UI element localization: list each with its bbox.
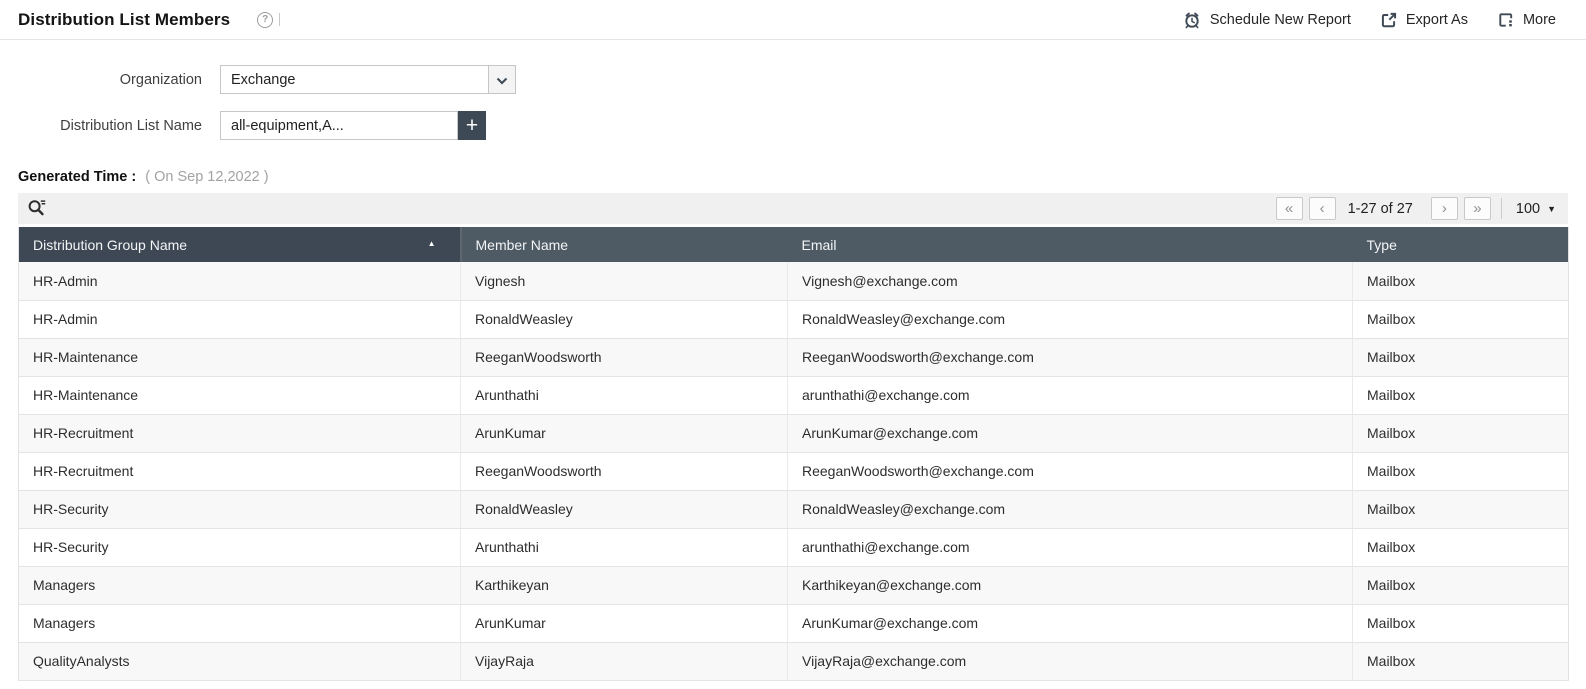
table-row (19, 376, 1569, 414)
more-label: More (1522, 11, 1556, 28)
help-icon[interactable]: ? (257, 12, 273, 28)
table-cell-type: Mailbox (1353, 262, 1569, 300)
export-as-button[interactable] (1381, 12, 1468, 28)
table-cell-type: Mailbox (1353, 604, 1569, 642)
more-button[interactable] (1498, 12, 1556, 28)
table-cell-type: Mailbox (1353, 376, 1569, 414)
table-cell-member: ReeganWoodsworth (461, 452, 788, 490)
page-size-dropdown[interactable] (1516, 201, 1556, 217)
table-cell-member: RonaldWeasley (461, 490, 788, 528)
add-distribution-list-button[interactable] (458, 111, 486, 140)
search-button[interactable] (27, 198, 47, 219)
table-cell-email: RonaldWeasley@exchange.com (788, 300, 1353, 338)
table-cell-type: Mailbox (1353, 452, 1569, 490)
table-cell-member: ReeganWoodsworth (461, 338, 788, 376)
table-cell-type: Mailbox (1353, 414, 1569, 452)
table-cell-email: Vignesh@exchange.com (788, 262, 1353, 300)
table-cell-member: Arunthathi (461, 528, 788, 566)
distribution-list-members-table (18, 227, 1569, 681)
table-cell-type: Mailbox (1353, 338, 1569, 376)
more-icon (1498, 12, 1514, 28)
table-cell-email: ArunKumar@exchange.com (788, 604, 1353, 642)
column-header-email[interactable]: Email (788, 227, 1353, 262)
page-size-value: 100 (1515, 200, 1541, 217)
column-header-type[interactable]: Type (1353, 227, 1569, 262)
generated-time (18, 169, 1586, 185)
pagination-divider (1501, 198, 1502, 219)
table-cell-member: Karthikeyan (461, 566, 788, 604)
filters (0, 65, 1586, 140)
table-row (19, 490, 1569, 528)
table-cell-email: arunthathi@exchange.com (788, 376, 1353, 414)
topbar-actions (1183, 11, 1556, 29)
generated-time-label: Generated Time : (18, 169, 137, 185)
table-cell-email: RonaldWeasley@exchange.com (788, 490, 1353, 528)
table-row (19, 452, 1569, 490)
table-cell-member: ArunKumar (461, 604, 788, 642)
title-divider (279, 13, 280, 26)
pagination-first-button[interactable]: « (1276, 197, 1303, 220)
table-cell-type: Mailbox (1353, 528, 1569, 566)
organization-row (0, 65, 1586, 94)
table-cell-email: ArunKumar@exchange.com (788, 414, 1353, 452)
table-cell-email: Karthikeyan@exchange.com (788, 566, 1353, 604)
table-cell-member: ArunKumar (461, 414, 788, 452)
distribution-list-name-input[interactable] (220, 111, 458, 140)
table-row (19, 604, 1569, 642)
pagination-prev-button[interactable]: ‹ (1309, 197, 1336, 220)
schedule-new-report-button[interactable] (1183, 11, 1351, 29)
topbar (0, 0, 1586, 40)
table-header-row (19, 227, 1569, 262)
table-row (19, 300, 1569, 338)
table-cell-group: Managers (19, 566, 461, 604)
alarm-clock-icon (1183, 11, 1201, 29)
organization-selected-value: Exchange (231, 71, 296, 88)
caret-down-icon: ▼ (1547, 203, 1556, 214)
export-as-label: Export As (1405, 11, 1468, 28)
column-header-distribution-group-name[interactable]: Distribution Group Name ▲ (19, 227, 461, 262)
table-cell-group: QualityAnalysts (19, 642, 461, 680)
table-cell-email: arunthathi@exchange.com (788, 528, 1353, 566)
table-cell-type: Mailbox (1353, 490, 1569, 528)
table-cell-member: VijayRaja (461, 642, 788, 680)
search-filter-icon (27, 198, 47, 219)
plus-icon: + (465, 113, 479, 137)
table-cell-group: HR-Recruitment (19, 414, 461, 452)
table-cell-member: Vignesh (461, 262, 788, 300)
table-cell-group: Managers (19, 604, 461, 642)
table-cell-group: HR-Maintenance (19, 338, 461, 376)
page-title: Distribution List Members (18, 9, 231, 29)
pagination-last-button[interactable]: » (1464, 197, 1491, 220)
pagination-range: 1-27 of 27 (1347, 200, 1413, 217)
table-cell-member: Arunthathi (461, 376, 788, 414)
export-icon (1381, 12, 1397, 28)
organization-dropdown-button[interactable] (489, 65, 516, 94)
table-cell-type: Mailbox (1353, 566, 1569, 604)
table-row (19, 566, 1569, 604)
table-row (19, 642, 1569, 680)
table-row (19, 528, 1569, 566)
table-cell-type: Mailbox (1353, 300, 1569, 338)
pagination-next-button[interactable]: › (1431, 197, 1458, 220)
table-cell-group: HR-Maintenance (19, 376, 461, 414)
table-row (19, 414, 1569, 452)
pagination (1270, 197, 1556, 220)
distribution-list-name-row (0, 111, 1586, 140)
table-cell-group: HR-Recruitment (19, 452, 461, 490)
table-toolbar (18, 193, 1568, 224)
table-cell-group: HR-Security (19, 490, 461, 528)
table-row (19, 338, 1569, 376)
table-cell-email: VijayRaja@exchange.com (788, 642, 1353, 680)
table-cell-group: HR-Security (19, 528, 461, 566)
table-body (19, 262, 1569, 680)
chevron-down-icon (496, 72, 508, 88)
table-cell-group: HR-Admin (19, 300, 461, 338)
organization-select[interactable] (220, 65, 489, 94)
table-row (19, 262, 1569, 300)
table-cell-email: ReeganWoodsworth@exchange.com (788, 452, 1353, 490)
table-cell-member: RonaldWeasley (461, 300, 788, 338)
schedule-new-report-label: Schedule New Report (1209, 11, 1351, 28)
table-cell-email: ReeganWoodsworth@exchange.com (788, 338, 1353, 376)
table-cell-type: Mailbox (1353, 642, 1569, 680)
sort-ascending-icon: ▲ (427, 239, 436, 248)
generated-time-value: ( On Sep 12,2022 ) (145, 169, 269, 185)
organization-label: Organization (119, 71, 202, 88)
table-cell-group: HR-Admin (19, 262, 461, 300)
distribution-list-name-label: Distribution List Name (60, 117, 202, 134)
column-header-member-name[interactable]: Member Name (461, 227, 788, 262)
